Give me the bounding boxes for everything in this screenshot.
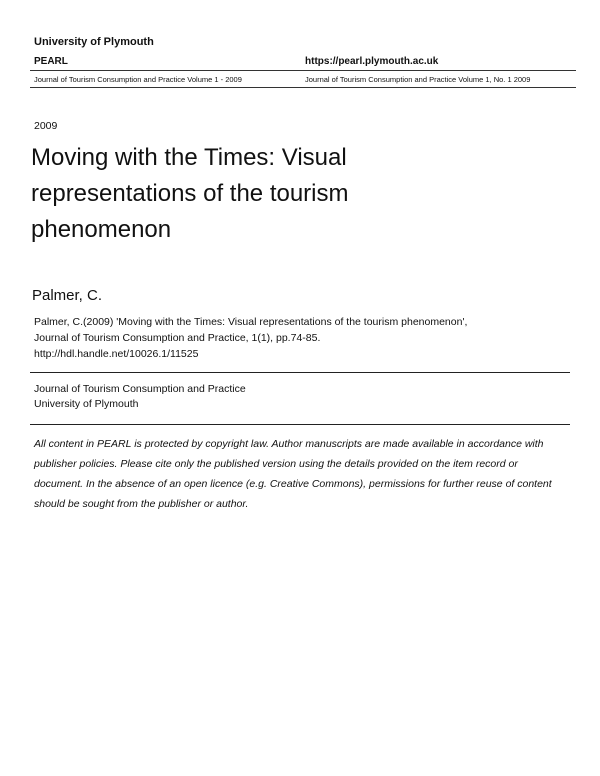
institution-name: University of Plymouth [34, 36, 154, 48]
citation-handle-link[interactable]: http://hdl.handle.net/10026.1/11525 [34, 348, 199, 360]
journal-volume-right: Journal of Tourism Consumption and Practice Volume 1, No. 1 2009 [305, 75, 531, 84]
title-line: Moving with the Times: Visual [31, 144, 347, 171]
repository-url[interactable]: https://pearl.plymouth.ac.uk [305, 56, 439, 67]
source-block [34, 382, 246, 412]
publisher-name: University of Plymouth [34, 398, 139, 410]
notice-line: All content in PEARL is protected by copyright law. Author manuscripts are made available in accordance with [34, 438, 544, 450]
citation-block [34, 314, 574, 362]
notice-line: publisher policies. Please cite only the published version using the details provided on the item record or [34, 458, 518, 470]
header-divider-bottom [30, 87, 576, 88]
copyright-notice [34, 434, 574, 514]
journal-name: Journal of Tourism Consumption and Practice [34, 383, 246, 395]
title-line: representations of the tourism [31, 180, 349, 207]
publication-year: 2009 [34, 120, 58, 132]
section-divider [30, 372, 570, 373]
citation-line: Palmer, C.(2009) 'Moving with the Times: Visual representations of the tourism phenomenon', [34, 316, 468, 328]
document-title [31, 140, 551, 248]
notice-line: document. In the absence of an open licence (e.g. Creative Commons), permissions for further reuse of content [34, 478, 552, 490]
notice-line: should be sought from the publisher or author. [34, 498, 249, 510]
citation-line: Journal of Tourism Consumption and Practice, 1(1), pp.74-85. [34, 332, 321, 344]
header-divider [30, 70, 576, 71]
title-line: phenomenon [31, 216, 172, 243]
repository-label: PEARL [34, 56, 68, 67]
section-divider [30, 424, 570, 425]
journal-volume-left: Journal of Tourism Consumption and Practice Volume 1 - 2009 [34, 75, 242, 84]
author-name: Palmer, C. [32, 287, 103, 304]
